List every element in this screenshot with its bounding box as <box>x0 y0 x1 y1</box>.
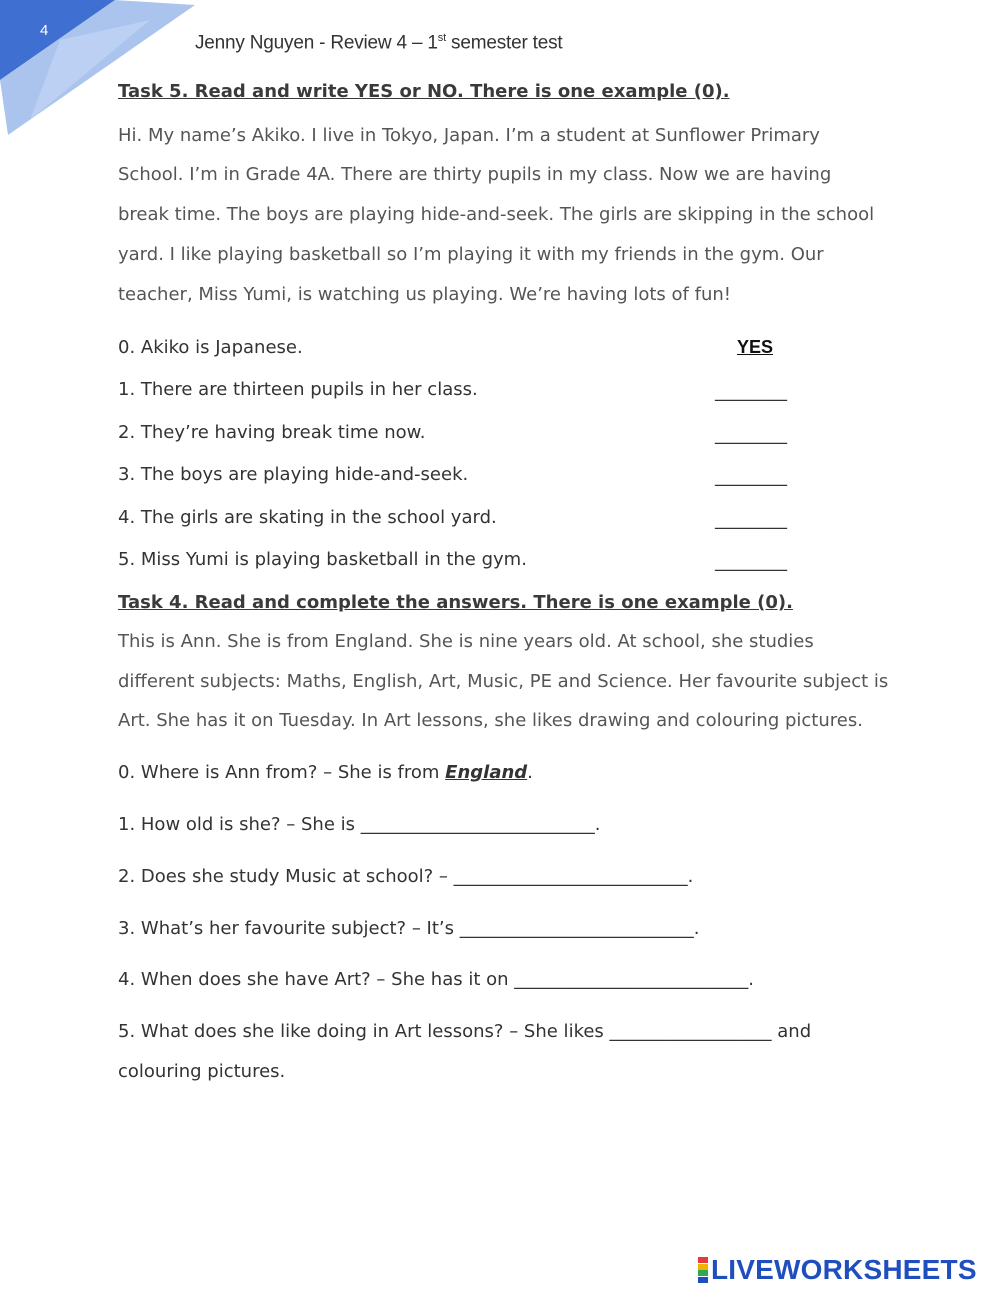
task4-example-answer: England <box>445 762 528 783</box>
task4-paragraph-line: This is Ann. She is from England. She is nine years old. At school, she studies <box>118 631 814 652</box>
task4-question-text: 1. How old is she? – She is <box>118 814 361 835</box>
task4-question-1 <box>118 814 600 835</box>
page-number: 4 <box>40 22 49 39</box>
task4-paragraph-line: Art. She has it on Tuesday. In Art lessons, she likes drawing and colouring pictures. <box>118 710 863 731</box>
task4-paragraph-line: different subjects: Maths, English, Art, Music, PE and Science. Her favourite subject is <box>118 671 889 692</box>
task4-question-end: . <box>594 814 601 835</box>
task4-answer-blank-1[interactable]: __________________________ <box>360 814 595 835</box>
task4-question-end: . <box>687 866 694 887</box>
corner-decoration <box>0 0 200 140</box>
task5-example-answer: YES <box>736 337 774 357</box>
task5-paragraph-line: School. I’m in Grade 4A. There are thirty pupils in my class. Now we are having <box>118 164 832 185</box>
task5-answer-blank-4[interactable]: ________ <box>715 509 787 530</box>
task4-answer-blank-2[interactable]: __________________________ <box>453 866 688 887</box>
task5-answer-blank-3[interactable]: ________ <box>715 466 787 487</box>
logo-mark-block <box>698 1264 708 1270</box>
page-header <box>195 32 562 54</box>
task4-answer-blank-3[interactable]: __________________________ <box>459 918 694 939</box>
task5-paragraph-line: yard. I like playing basketball so I’m playing it with my friends in the gym. Our <box>118 244 824 265</box>
task4-question-end: and <box>771 1021 812 1042</box>
task4-question-5-continuation: colouring pictures. <box>118 1061 286 1082</box>
task4-question-text: 4. When does she have Art? – She has it on <box>118 969 515 990</box>
task4-answer-blank-5[interactable]: __________________ <box>609 1021 772 1042</box>
task5-question-4: 4. The girls are skating in the school yard. <box>118 507 497 528</box>
task4-question-2 <box>118 866 693 887</box>
header-superscript: st <box>437 32 446 44</box>
task5-paragraph-line: break time. The boys are playing hide-and-seek. The girls are skipping in the school <box>118 204 875 225</box>
logo-mark-block <box>698 1277 708 1283</box>
task4-question-text: 2. Does she study Music at school? – <box>118 866 454 887</box>
task5-answer-blank-5[interactable]: ________ <box>715 551 787 572</box>
task4-question-4 <box>118 969 754 990</box>
task5-paragraph-line: Hi. My name’s Akiko. I live in Tokyo, Japan. I’m a student at Sunflower Primary <box>118 125 820 146</box>
task4-heading: Task 4. Read and complete the answers. There is one example (0). <box>118 592 793 613</box>
task5-question-2: 2. They’re having break time now. <box>118 422 426 443</box>
logo-mark-block <box>698 1270 708 1276</box>
task5-answer-blank-1[interactable]: ________ <box>715 381 787 402</box>
task4-example-prefix: 0. Where is Ann from? – She is from <box>118 762 446 783</box>
task4-question-end: . <box>693 918 700 939</box>
task5-question-1: 1. There are thirteen pupils in her class. <box>118 379 478 400</box>
task4-question-end: . <box>748 969 754 990</box>
task4-answer-blank-4[interactable]: __________________________ <box>514 969 749 990</box>
task4-question-text: 3. What’s her favourite subject? – It’s <box>118 918 460 939</box>
logo-text: LIVEWORKSHEETS <box>711 1254 977 1285</box>
task4-question-text: 5. What does she like doing in Art lessons? – She likes <box>118 1021 610 1042</box>
task4-example-question <box>118 762 533 783</box>
header-suffix: semester test <box>445 32 563 54</box>
task5-example-question: 0. Akiko is Japanese. <box>118 337 303 358</box>
liveworksheets-logo <box>698 1253 977 1287</box>
task5-question-5: 5. Miss Yumi is playing basketball in the gym. <box>118 549 527 570</box>
logo-mark-block <box>698 1257 708 1263</box>
logo-mark-icon <box>698 1257 708 1283</box>
task4-example-suffix: . <box>527 762 533 783</box>
header-title: Jenny Nguyen - Review 4 – 1 <box>195 32 438 54</box>
task5-question-3: 3. The boys are playing hide-and-seek. <box>118 464 469 485</box>
task4-question-5 <box>118 1021 811 1042</box>
task4-question-3 <box>118 918 699 939</box>
task5-answer-blank-2[interactable]: ________ <box>715 424 787 445</box>
task5-paragraph-line: teacher, Miss Yumi, is watching us playing. We’re having lots of fun! <box>118 284 731 305</box>
task5-heading: Task 5. Read and write YES or NO. There is one example (0). <box>118 81 730 102</box>
